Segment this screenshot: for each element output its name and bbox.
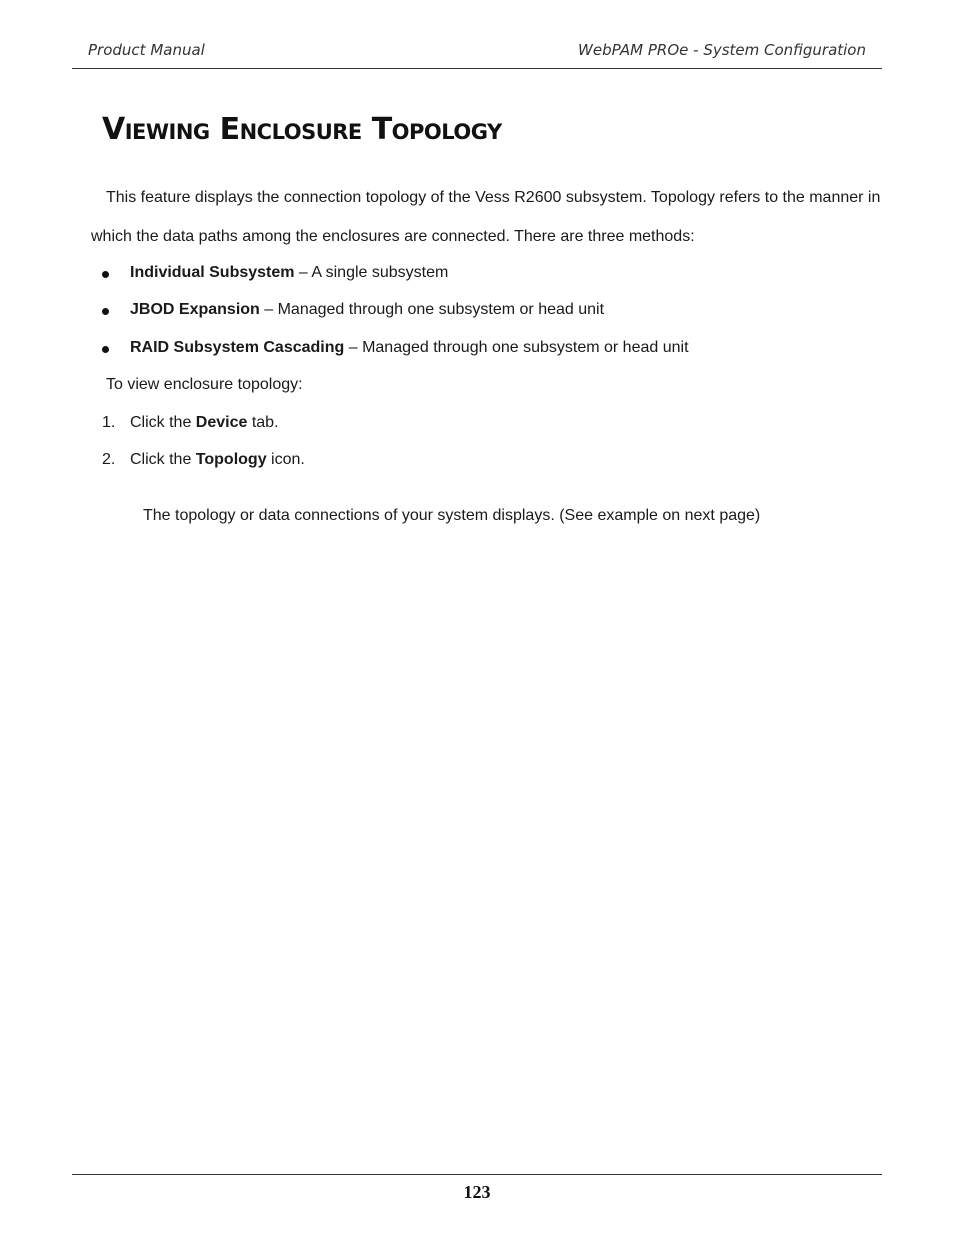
bullet-term: Individual Subsystem xyxy=(130,264,295,281)
step-ui-term: Device xyxy=(195,414,248,431)
step-text-suffix: icon. xyxy=(266,451,305,468)
page-number: 123 xyxy=(463,1182,491,1202)
bullet-description: – Managed through one subsystem or head unit xyxy=(259,301,605,318)
bullet-description: – A single subsystem xyxy=(294,264,449,281)
page-header xyxy=(72,40,882,69)
step-text-prefix: Click the xyxy=(130,451,196,468)
header-section-title: WebPAM PROe - System Configuration xyxy=(578,41,866,59)
intro-paragraph-line-2: which the data paths among the enclosures are connected. There are three methods: xyxy=(91,228,695,245)
bullet-icon xyxy=(102,346,109,353)
header-manual-title: Product Manual xyxy=(88,41,205,59)
step-text-prefix: Click the xyxy=(130,414,196,431)
page-title: Viewing Enclosure Topology xyxy=(102,112,502,147)
bullet-description: – Managed through one subsystem or head unit xyxy=(344,339,689,356)
footer-divider xyxy=(72,1174,882,1175)
step-result: The topology or data connections of your system displays. (See example on next page) xyxy=(143,507,761,524)
intro-paragraph-line-1: This feature displays the connection topology of the Vess R2600 subsystem. Topology refers to the manner in xyxy=(106,189,881,206)
bullet-term: RAID Subsystem Cascading xyxy=(130,339,345,356)
procedure-lead: To view enclosure topology: xyxy=(106,376,303,393)
bullet-icon xyxy=(102,271,109,278)
step-number: 1. xyxy=(102,414,116,431)
step-number: 2. xyxy=(102,451,116,468)
step-text-suffix: tab. xyxy=(247,414,279,431)
bullet-icon xyxy=(102,308,109,315)
step-ui-term: Topology xyxy=(195,451,267,468)
bullet-term: JBOD Expansion xyxy=(130,301,260,318)
